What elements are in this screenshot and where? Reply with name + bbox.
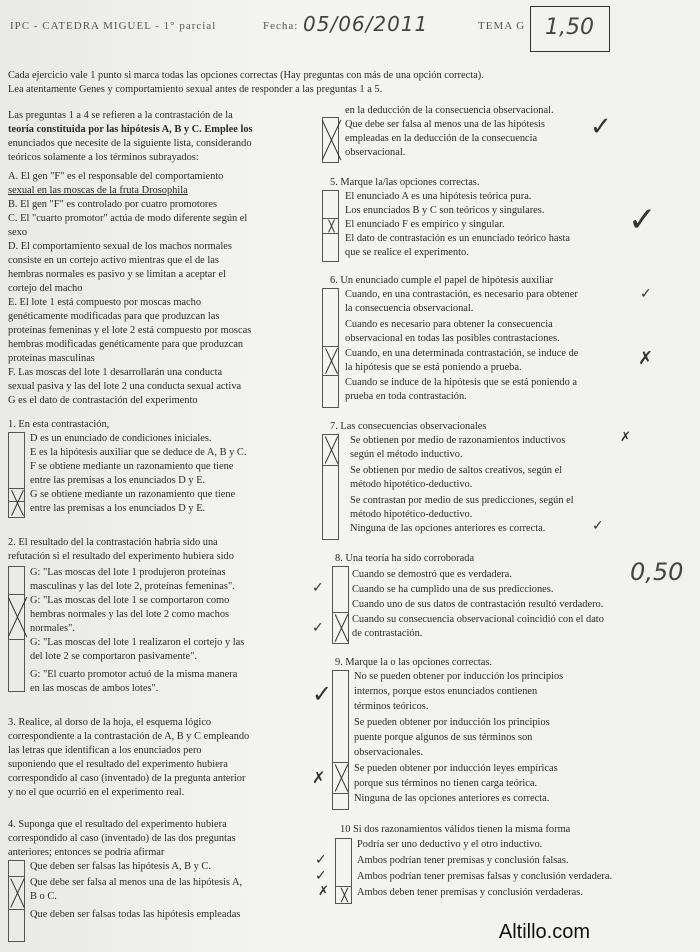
left-line: teóricos solamente a los términos subrayados:	[8, 152, 199, 163]
question-title: 7. Las consecuencias observacionales	[330, 421, 487, 432]
q6-option: Cuando es necesario para obtener la consecuencia	[345, 319, 553, 330]
q8-option-4-checkbox[interactable]	[332, 612, 349, 644]
q4-line: 4. Suponga que el resultado del experimento hubiera	[8, 819, 227, 830]
q4-option-2-checkbox[interactable]	[8, 876, 25, 910]
q2-option: masculinas y las del lote 2, proteínas femeninas".	[30, 581, 235, 592]
q7-option: Ninguna de las opciones anteriores es correcta.	[350, 523, 546, 534]
left-line: hembras modificadas genéticamente para que produzcan	[8, 339, 244, 350]
left-line: cortejo del macho	[8, 283, 83, 294]
q3-line: y no el que ocurrió en el experimento real.	[8, 787, 185, 798]
fecha-label: Fecha:	[263, 20, 299, 32]
left-line: genéticamente modificadas para que produzcan las	[8, 311, 220, 322]
question-title: 10 Si dos razonamientos válidos tienen la misma forma	[340, 824, 571, 835]
statement-f: F. Las moscas del lote 1 desarrollarán una conducta	[8, 367, 223, 378]
q6-option: Cuando, en una contrastación, es necesario para obtener	[345, 289, 578, 300]
q4-option: en la deducción de la consecuencia observacional.	[345, 105, 554, 116]
q3-line: suponiendo que el resultado del experimento hubiera	[8, 759, 228, 770]
q10-option-4-checkbox[interactable]	[335, 886, 352, 904]
check-mark-icon: ✓	[312, 620, 324, 636]
q6-option: Cuando, en una determinada contrastación, se induce de	[345, 348, 579, 359]
q1-option: entre las premisas a los enunciados D y E.	[30, 503, 206, 514]
left-line: teoría constituida por las hipótesis A, B y C. Emplee los	[8, 124, 253, 135]
q8-option: Cuando se ha cumplido una de sus predicciones.	[352, 584, 554, 595]
check-mark-icon: ✓	[315, 868, 327, 884]
q10-option: Ambos podrían tener premisas y conclusión falsas.	[357, 855, 569, 866]
q3-line: correspondiente a la contrastación de A, B y C empleando	[8, 731, 250, 742]
q4-option: empleadas en la deducción de la consecuencia	[345, 133, 538, 144]
q8-option: de contrastación.	[352, 628, 423, 639]
check-mark-icon: ✓	[640, 286, 652, 302]
q2-option: G: "Las moscas del lote 1 realizaron el cortejo y las	[30, 637, 245, 648]
q6-option: Cuando se induce de la hipótesis que se está poniendo a	[345, 377, 577, 388]
watermark: Altillo.com	[498, 921, 590, 943]
question-title: 6. Un enunciado cumple el papel de hipótesis auxiliar	[330, 275, 554, 286]
q4-option: observacional.	[345, 147, 406, 158]
q8-option: Cuando se demostró que es verdadera.	[352, 569, 512, 580]
left-line: proteínas femeninas y el lote 2 está compuesto por moscas	[8, 325, 252, 336]
q7-option-1-checkbox[interactable]	[322, 434, 339, 466]
q5-option-3-checkbox[interactable]	[322, 218, 339, 234]
q7-option: según el método inductivo.	[350, 449, 463, 460]
check-mark-icon: ✓	[592, 518, 604, 534]
check-mark-icon: ✓	[312, 580, 324, 596]
q9-option: Se pueden obtener por inducción los principios	[354, 717, 550, 728]
q9-option: Ninguna de las opciones anteriores es correcta.	[354, 793, 550, 804]
q10-option: Ambos deben tener premisas y conclusión verdaderas.	[357, 887, 583, 898]
q5-option: El dato de contrastación es un enunciado teórico hasta	[345, 233, 571, 244]
statement-d: D. El comportamiento sexual de los machos normales	[8, 241, 232, 252]
q7-option: Se obtienen por medio de saltos creativos, según el	[350, 465, 563, 476]
hypothesis-c: C. El "cuarto promotor" actúa de modo diferente según el	[8, 213, 248, 224]
q5-option: Los enunciados B y C son teóricos y singulares.	[345, 205, 545, 216]
q8-option: Cuando su consecuencia observacional coincidió con el dato	[352, 614, 604, 625]
q9-option-3-checkbox[interactable]	[332, 762, 349, 794]
left-line: consiste en un cortejo activo mientras que el de las	[8, 255, 219, 266]
grade-box	[530, 6, 610, 52]
q1-option: G se obtiene mediante un razonamiento que tiene	[30, 489, 236, 500]
q3-line: 3. Realice, al dorso de la hoja, el esquema lógico	[8, 717, 212, 728]
question-title: 5. Marque la/las opciones correctas.	[330, 177, 480, 188]
question-title: 8. Una teoría ha sido corroborada	[335, 553, 475, 564]
q4-option-4-checkbox[interactable]	[322, 117, 339, 163]
left-line: sexual pasiva y las del lote 2 una conducta sexual activa	[8, 381, 242, 392]
left-line: hembras normales es pasivo y se limitan a aceptar el	[8, 269, 226, 280]
q9-option: Se pueden obtener por inducción leyes empíricas	[354, 763, 558, 774]
statement-g: G es el dato de contrastación del experimento	[8, 395, 198, 406]
course-title: IPC - CATEDRA MIGUEL - 1° parcial	[10, 20, 217, 32]
q8-score: 0,50	[630, 558, 684, 586]
q4-option: Que debe ser falsa al menos una de las hipótesis	[345, 119, 545, 130]
q5-option: que se realice el experimento.	[345, 247, 469, 258]
check-mark-icon: ✓	[312, 680, 333, 708]
q7-option: Se obtienen por medio de razonamientos inductivos	[350, 435, 566, 446]
q8-option: Cuando uno de sus datos de contrastación resultó verdadero.	[352, 599, 604, 610]
cross-mark-icon: ✗	[620, 430, 631, 445]
left-line: proteínas masculinas	[8, 353, 95, 364]
q2-option: normales".	[30, 623, 75, 634]
cross-mark-icon: ✗	[312, 768, 326, 787]
question-title: refutación si el resultado del experimento hubiera sido	[8, 551, 234, 562]
q2-option: en las moscas de ambos lotes".	[30, 683, 159, 694]
q4-line: correspondido al caso (inventado) de las dos preguntas	[8, 833, 236, 844]
q6-option-3-checkbox[interactable]	[322, 346, 339, 376]
q6-option: prueba en toda contrastación.	[345, 391, 467, 402]
check-mark-icon: ✓	[315, 852, 327, 868]
left-line: sexo	[8, 227, 28, 238]
q4-option: B o C.	[30, 891, 57, 902]
q4-line: anteriores; entonces se podría afirmar	[8, 847, 165, 858]
q7-option: método hipotético-deductivo.	[350, 509, 473, 520]
q2-option: G: "El cuarto promotor actuó de la misma manera	[30, 669, 238, 680]
q9-option: puente porque algunos de sus términos son	[354, 732, 533, 743]
q1-option: E es la hipótesis auxiliar que se deduce de A, B y C.	[30, 447, 247, 458]
fecha-value: 05/06/2011	[303, 12, 429, 36]
q3-line: las letras que identifican a los enunciados pero	[8, 745, 202, 756]
cross-mark-icon: ✗	[638, 348, 654, 369]
q1-option: D es un enunciado de condiciones iniciales.	[30, 433, 212, 444]
question-title: 2. El resultado del la contrastación habría sido una	[8, 537, 218, 548]
q2-option: G: "Las moscas del lote 1 produjeron proteínas	[30, 567, 226, 578]
q9-option: internos, porque estos enunciados contienen	[354, 686, 538, 697]
q6-option: la hipótesis que se está poniendo a prueba.	[345, 362, 522, 373]
intro-line-2: Lea atentamente Genes y comportamiento sexual antes de responder a las preguntas 1 a 5.	[8, 84, 383, 95]
q9-option: porque sus términos no tienen carga teórica.	[354, 778, 538, 789]
q6-option: la consecuencia observacional.	[345, 303, 474, 314]
q3-line: correspondido al caso (inventado) de la pregunta anterior	[8, 773, 246, 784]
check-mark-icon: ✓	[628, 200, 657, 240]
q4-option: Que deben ser falsas todas las hipótesis empleadas	[30, 909, 241, 920]
q5-option: El enunciado F es empírico y singular.	[345, 219, 505, 230]
hypothesis-a: A. El gen "F" es el responsable del comportamiento	[8, 171, 224, 182]
question-title: 1. En esta contrastación,	[8, 419, 110, 430]
q10-option: Podría ser uno deductivo y el otro inductivo.	[357, 839, 543, 850]
q4-option: Que deben ser falsas las hipótesis A, B y C.	[30, 861, 211, 872]
q1-option: F se obtiene mediante un razonamiento que tiene	[30, 461, 234, 472]
question-title: 9. Marque la o las opciones correctas.	[335, 657, 492, 668]
statement-e: E. El lote 1 está compuesto por moscas macho	[8, 297, 202, 308]
q1-option: entre las premisas a los enunciados D y E.	[30, 475, 206, 486]
intro-line-1: Cada ejercicio vale 1 punto si marca todas las opciones correctas (Hay preguntas con más de una opción correcta).	[8, 70, 484, 81]
q2-option: del lote 2 se comportaron pasivamente".	[30, 651, 197, 662]
q5-option: El enunciado A es una hipótesis teórica pura.	[345, 191, 532, 202]
q2-option: hembras normales y las del lote 2 como machos	[30, 609, 230, 620]
left-line: sexual en las moscas de la fruta Drosophila	[8, 185, 188, 196]
q1-option-g-checkbox[interactable]	[8, 488, 25, 518]
grade-value: 1,50	[545, 15, 594, 40]
left-line: enunciados que necesite de la siguiente lista, considerando	[8, 138, 252, 149]
q6-option: observacional en todas las posibles contrastaciones.	[345, 333, 560, 344]
check-mark-icon: ✓	[590, 112, 612, 142]
q2-option-2-checkbox[interactable]	[8, 594, 25, 640]
q2-option: G: "Las moscas del lote 1 se comportaron como	[30, 595, 230, 606]
left-line: Las preguntas 1 a 4 se refieren a la contrastación de la	[8, 110, 233, 121]
cross-mark-icon: ✗	[318, 884, 329, 899]
hypothesis-b: B. El gen "F" es controlado por cuatro promotores	[8, 199, 218, 210]
q9-option: No se pueden obtener por inducción los principios	[354, 671, 564, 682]
tema-label: TEMA G	[478, 20, 526, 32]
q7-option: Se contrastan por medio de sus predicciones, según el	[350, 495, 574, 506]
q7-option: método hipotético-deductivo.	[350, 479, 473, 490]
q9-option: términos teóricos.	[354, 701, 429, 712]
q4-option: Que debe ser falsa al menos una de las hipótesis A,	[30, 877, 243, 888]
q10-option: Ambos podrían tener premisas falsas y conclusión verdadera.	[357, 871, 613, 882]
q9-option: observacionales.	[354, 747, 423, 758]
